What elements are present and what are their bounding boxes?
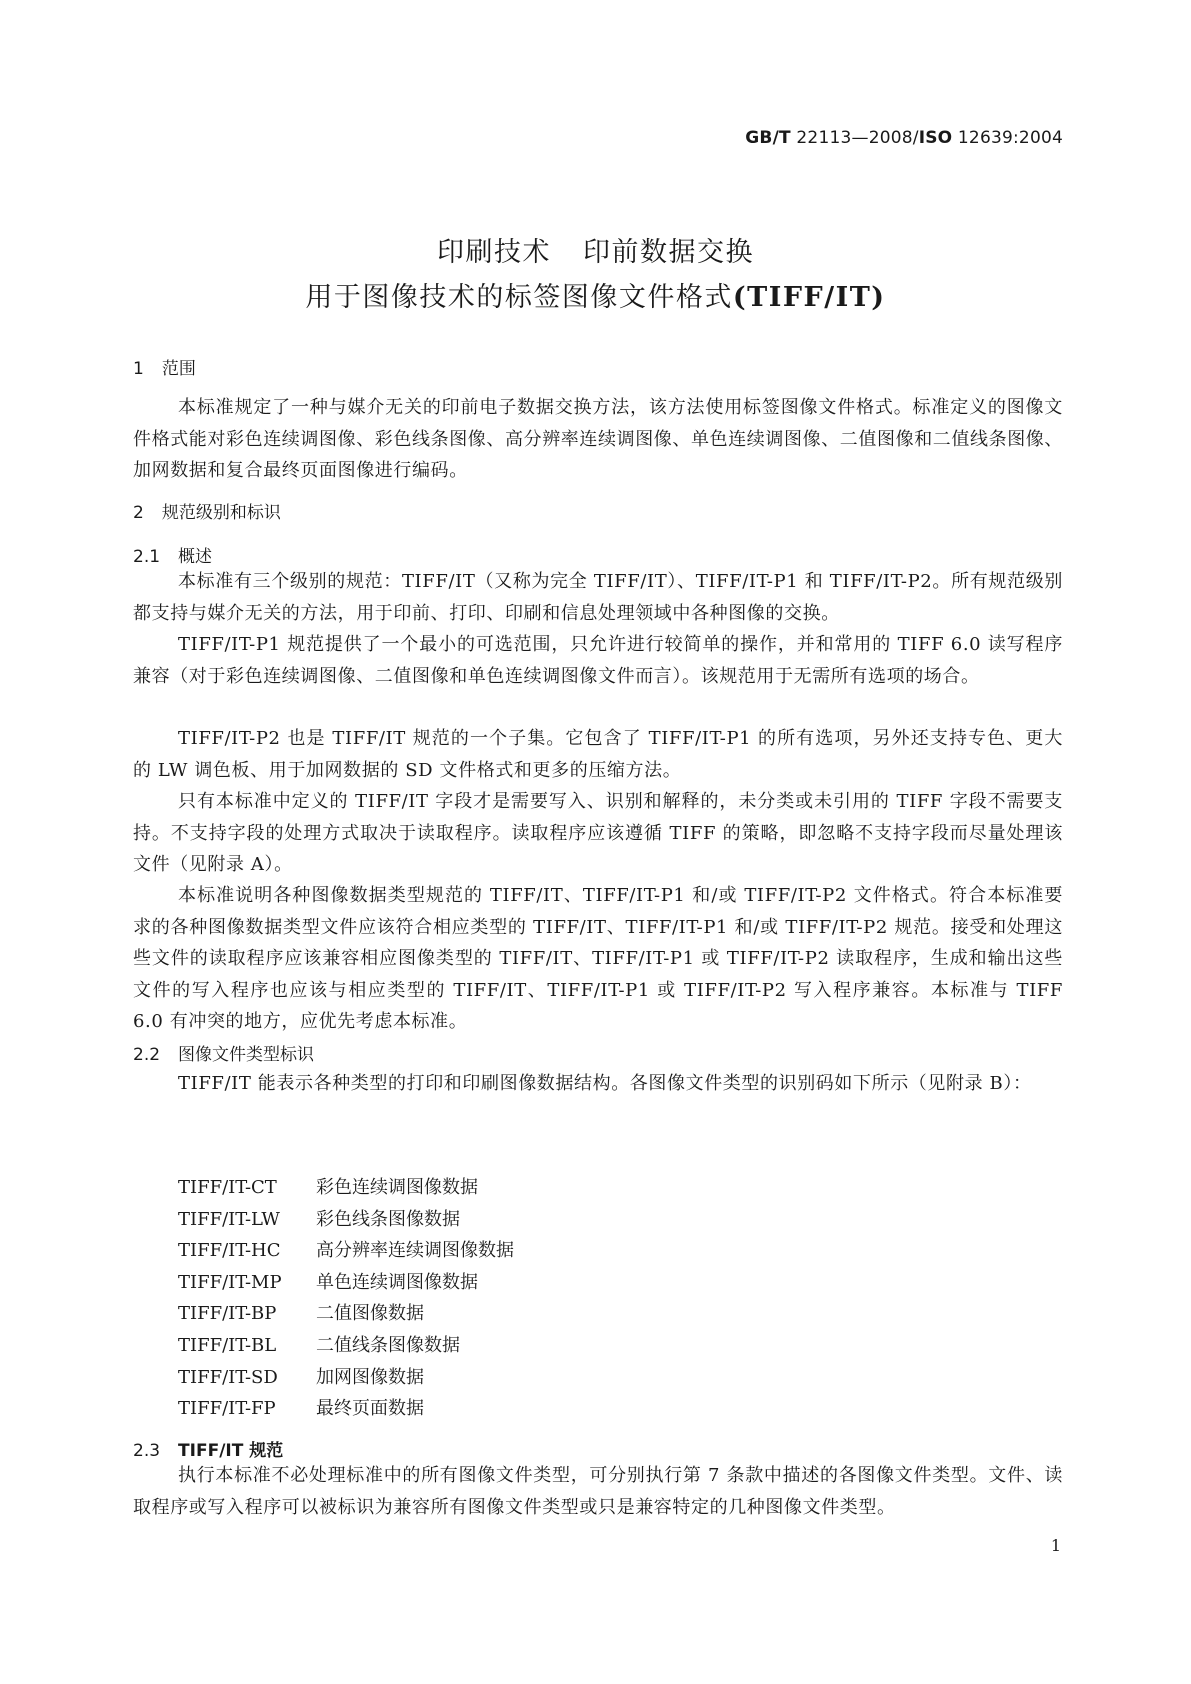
type-code: TIFF/IT-BP [178, 1303, 277, 1325]
list-item [178, 1298, 514, 1330]
title-part2: 印前数据交换 [583, 237, 754, 268]
paragraph-overview: 本标准有三个级别的规范：TIFF/IT（又称为完全 TIFF/IT）、TIFF/IT-P1 和 TIFF/IT-P2。所有规范级别都支持与媒介无关的方法，用于印前、打印、印刷和信息处理领域中各种图像的交换。 [133, 571, 1063, 624]
list-item [178, 1267, 514, 1299]
paragraph-fields: 只有本标准中定义的 TIFF/IT 字段才是需要写入、识别和解释的，未分类或未引用的 TIFF 字段不需要支持。不支持字段的处理方式取决于读取程序。读取程序应该遵循 TIFF 的策略，即忽略不支持字段而尽量处理该文件（见附录 A）。 [133, 791, 1063, 875]
section-number: 2 [133, 503, 144, 523]
title-part3: 用于图像技术的标签图像文件格式 [305, 282, 733, 313]
section-heading-2-3 [133, 1436, 283, 1461]
type-code: TIFF/IT-HC [178, 1240, 281, 1262]
list-item [178, 1330, 514, 1362]
code-prefix: GB/T [745, 128, 791, 148]
type-code: TIFF/IT-LW [178, 1208, 280, 1230]
section-title: 规范级别和标识 [161, 503, 281, 523]
section-heading-2-2 [133, 1040, 314, 1065]
section-number: 2.2 [133, 1045, 161, 1065]
type-description: 最终页面数据 [316, 1398, 424, 1420]
list-item [178, 1204, 514, 1236]
type-description: 高分辨率连续调图像数据 [316, 1240, 514, 1262]
section-title: 范围 [161, 359, 196, 379]
code-iso: ISO [918, 128, 953, 148]
section-number: 2.1 [133, 547, 161, 567]
type-description: 加网图像数据 [316, 1366, 424, 1388]
paragraph-file-types: TIFF/IT 能表示各种类型的打印和印刷图像数据结构。各图像文件类型的识别码如下所示（见附录 B）： [178, 1073, 1032, 1094]
type-description: 彩色连续调图像数据 [316, 1177, 478, 1198]
section-number: 1 [133, 359, 144, 379]
title-part1: 印刷技术 [437, 237, 551, 268]
type-description: 彩色线条图像数据 [316, 1208, 460, 1230]
type-code: TIFF/IT-CT [178, 1177, 277, 1198]
paragraph-conformance: 本标准说明各种图像数据类型规范的 TIFF/IT、TIFF/IT-P1 和/或 TIFF/IT-P2 文件格式。符合本标准要求的各种图像数据类型文件应该符合相应类型的 TIFF/IT、TIFF/IT-P1 和/或 TIFF/IT-P2 规范。接受和处理这些文件的读取程序应该兼容相应图像类型的 TIFF/IT、TIFF/IT-P1 或 TIFF/IT-P2 读取程序，生成和输出这些文件的写入程序也应该与相应类型的 TIFF/IT、TIFF/IT-P1 或 TIFF/IT-P2 写入程序兼容。本标准与 TIFF 6.0 有冲突的地方，应优先考虑本标准。 [133, 885, 1063, 1032]
paragraph-p2-spec: TIFF/IT-P2 也是 TIFF/IT 规范的一个子集。它包含了 TIFF/IT-P1 的所有选项，另外还支持专色、更大的 LW 调色板、用于加网数据的 SD 文件格式和更多的压缩方法。 [133, 728, 1063, 781]
paragraph-scope: 本标准规定了一种与媒介无关的印前电子数据交换方法，该方法使用标签图像文件格式。标准定义的图像文件格式能对彩色连续调图像、彩色线条图像、高分辨率连续调图像、单色连续调图像、二值图像和二值线条图像、加网数据和复合最终页面图像进行编码。 [133, 397, 1063, 481]
file-type-code-list [178, 1172, 514, 1425]
section-heading-2 [133, 498, 281, 523]
code-number: 22113—2008/ [790, 128, 919, 148]
document-title-line2 [0, 275, 1191, 314]
paragraph-p1-spec: TIFF/IT-P1 规范提供了一个最小的可选范围，只允许进行较简单的操作，并和常用的 TIFF 6.0 读写程序兼容（对于彩色连续调图像、二值图像和单色连续调图像文件而言）。该规范用于无需所有选项的场合。 [133, 634, 1063, 687]
type-code: TIFF/IT-FP [178, 1398, 276, 1420]
list-item [178, 1362, 514, 1394]
type-code: TIFF/IT-SD [178, 1366, 278, 1388]
code-iso-number: 12639:2004 [952, 128, 1063, 148]
list-item [178, 1172, 514, 1204]
section-title: 概述 [178, 547, 213, 567]
type-description: 单色连续调图像数据 [316, 1271, 478, 1293]
list-item [178, 1393, 514, 1425]
section-heading-2-1 [133, 542, 212, 567]
title-latin: (TIFF/IT) [732, 282, 886, 313]
type-description: 二值线条图像数据 [316, 1334, 460, 1356]
paragraph-spec: 执行本标准不必处理标准中的所有图像文件类型，可分别执行第 7 条款中描述的各图像文件类型。文件、读取程序或写入程序可以被标识为兼容所有图像文件类型或只是兼容特定的几种图像文件类型。 [133, 1465, 1063, 1518]
section-title: TIFF/IT 规范 [178, 1441, 284, 1461]
standard-code [745, 128, 1063, 148]
section-heading-1 [133, 354, 196, 379]
type-description: 二值图像数据 [316, 1303, 424, 1325]
page-number: 1 [1050, 1536, 1061, 1555]
type-code: TIFF/IT-BL [178, 1334, 277, 1356]
list-item [178, 1235, 514, 1267]
type-code: TIFF/IT-MP [178, 1271, 282, 1293]
section-title: 图像文件类型标识 [178, 1045, 315, 1065]
section-number: 2.3 [133, 1441, 161, 1461]
document-title-line1 [0, 230, 1191, 269]
